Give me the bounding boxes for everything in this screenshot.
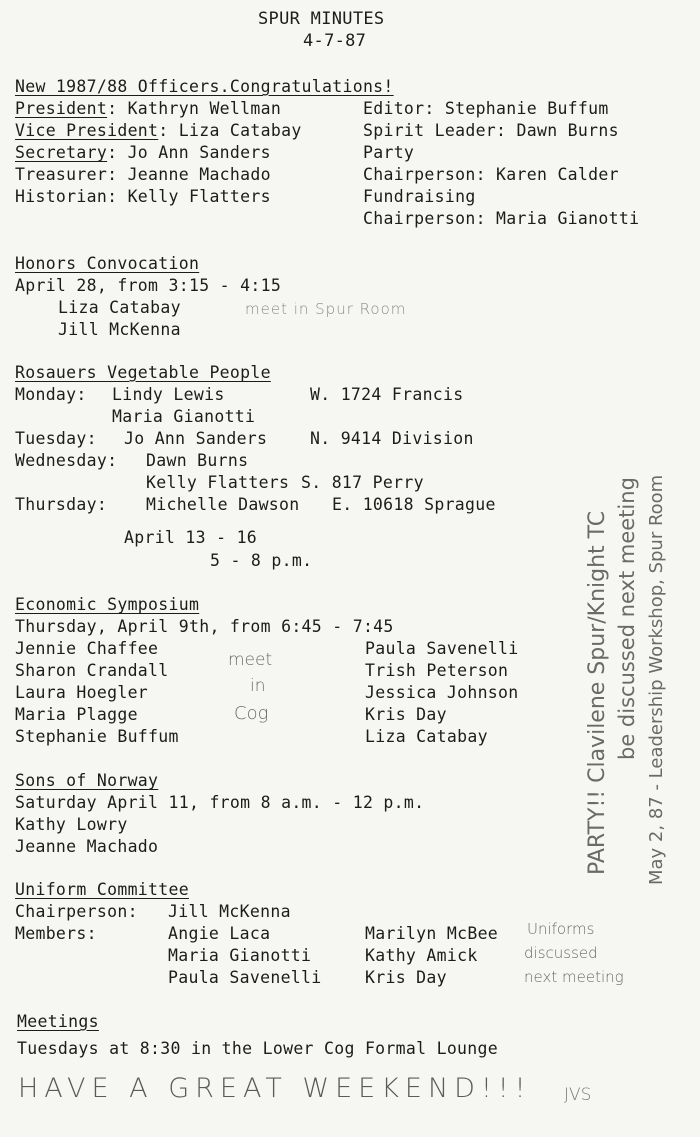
rosauers-address: E. 10618 Sprague (332, 495, 496, 514)
economic-handwritten-note: Cog (234, 703, 269, 724)
closing-handwritten: HAVE A GREAT WEEKEND!!! (18, 1073, 532, 1104)
uniform-member: Angie Laca (168, 924, 271, 943)
rosauers-name: Kelly Flatters (146, 473, 290, 492)
officer-party: Party (363, 143, 415, 162)
economic-name: Kris Day (365, 705, 447, 724)
norway-heading: Sons of Norway (15, 771, 159, 790)
officer-president (15, 99, 281, 119)
margin-note-meeting: be discussed next meeting (615, 477, 639, 760)
economic-name: Maria Plagge (15, 705, 138, 724)
president-name: : Kathryn Wellman (107, 99, 282, 118)
rosauers-times: 5 - 8 p.m. (210, 551, 313, 570)
officer-secretary (15, 143, 271, 163)
officer-fundraising: Fundraising (363, 187, 476, 206)
norway-when: Saturday April 11, from 8 a.m. - 12 p.m. (15, 793, 425, 812)
uniform-handwritten-note: next meeting (524, 968, 624, 986)
economic-handwritten-note: in (250, 676, 266, 696)
economic-name: Paula Savenelli (365, 639, 519, 658)
margin-note-party: PARTY!! Clavilene Spur/Knight TC (585, 510, 610, 875)
rosauers-name: Lindy Lewis (112, 385, 225, 404)
margin-note-workshop: May 2, 87 - Leadership Workshop, Spur Room (646, 474, 667, 885)
rosauers-dates: April 13 - 16 (124, 528, 258, 547)
rosauers-address: S. 817 Perry (301, 473, 424, 492)
officers-heading: New 1987/88 Officers.Congratulations! (15, 77, 394, 96)
uniform-member: Marilyn McBee (365, 924, 499, 943)
honors-name: Jill McKenna (58, 320, 181, 339)
rosauers-name: Maria Gianotti (112, 407, 256, 426)
vp-name: : Liza Catabay (158, 121, 302, 140)
economic-name: Laura Hoegler (15, 683, 149, 702)
rosauers-heading: Rosauers Vegetable People (15, 363, 271, 382)
honors-heading: Honors Convocation (15, 254, 200, 273)
uniform-member: Paula Savenelli (168, 968, 322, 987)
economic-heading: Economic Symposium (15, 595, 200, 614)
uniform-chair-name: Jill McKenna (168, 902, 291, 921)
economic-name: Jennie Chaffee (15, 639, 159, 658)
economic-name: Trish Peterson (365, 661, 509, 680)
rosauers-day: Wednesday: (15, 451, 118, 470)
officer-party-chair: Chairperson: Karen Calder (363, 165, 619, 184)
rosauers-day: Thursday: (15, 495, 108, 514)
rosauers-day: Tuesday: (15, 429, 97, 448)
economic-name: Jessica Johnson (365, 683, 519, 702)
secretary-name: : Jo Ann Sanders (107, 143, 271, 162)
meetings-heading: Meetings (17, 1012, 99, 1031)
economic-name: Liza Catabay (365, 727, 488, 746)
norway-name: Kathy Lowry (15, 815, 128, 834)
uniform-member: Maria Gianotti (168, 946, 312, 965)
honors-when: April 28, from 3:15 - 4:15 (15, 276, 282, 295)
meetings-text: Tuesdays at 8:30 in the Lower Cog Formal Lounge (17, 1039, 498, 1058)
officer-fundraising-chair: Chairperson: Maria Gianotti (363, 209, 640, 228)
rosauers-name: Dawn Burns (146, 451, 249, 470)
officer-spirit-leader: Spirit Leader: Dawn Burns (363, 121, 619, 140)
uniform-handwritten-note: discussed (524, 944, 598, 962)
secretary-label: Secretary (15, 143, 108, 162)
uniform-chair-label: Chairperson: (15, 902, 138, 921)
economic-when: Thursday, April 9th, from 6:45 - 7:45 (15, 617, 394, 636)
rosauers-name: Jo Ann Sanders (124, 429, 268, 448)
economic-name: Sharon Crandall (15, 661, 169, 680)
officer-editor: Editor: Stephanie Buffum (363, 99, 609, 118)
uniform-members-label: Members: (15, 924, 97, 943)
minutes-date: 4-7-87 (303, 31, 367, 51)
uniform-member: Kris Day (365, 968, 447, 987)
page-title: SPUR MINUTES (258, 9, 385, 29)
economic-name: Stephanie Buffum (15, 727, 179, 746)
officer-historian: Historian: Kelly Flatters (15, 187, 271, 206)
uniform-handwritten-note: Uniforms (527, 920, 595, 938)
officer-treasurer: Treasurer: Jeanne Machado (15, 165, 271, 184)
honors-handwritten-note: meet in Spur Room (245, 300, 407, 318)
rosauers-day: Monday: (15, 385, 87, 404)
rosauers-name: Michelle Dawson (146, 495, 300, 514)
rosauers-address: N. 9414 Division (310, 429, 474, 448)
uniform-heading: Uniform Committee (15, 880, 189, 899)
uniform-member: Kathy Amick (365, 946, 478, 965)
norway-name: Jeanne Machado (15, 837, 159, 856)
vp-label: Vice President (15, 121, 159, 140)
officer-vice-president (15, 121, 302, 141)
initials-handwritten: JVS (564, 1085, 592, 1105)
economic-handwritten-note: meet (228, 650, 273, 670)
honors-name: Liza Catabay (58, 298, 181, 317)
rosauers-address: W. 1724 Francis (310, 385, 464, 404)
president-label: President (15, 99, 108, 118)
